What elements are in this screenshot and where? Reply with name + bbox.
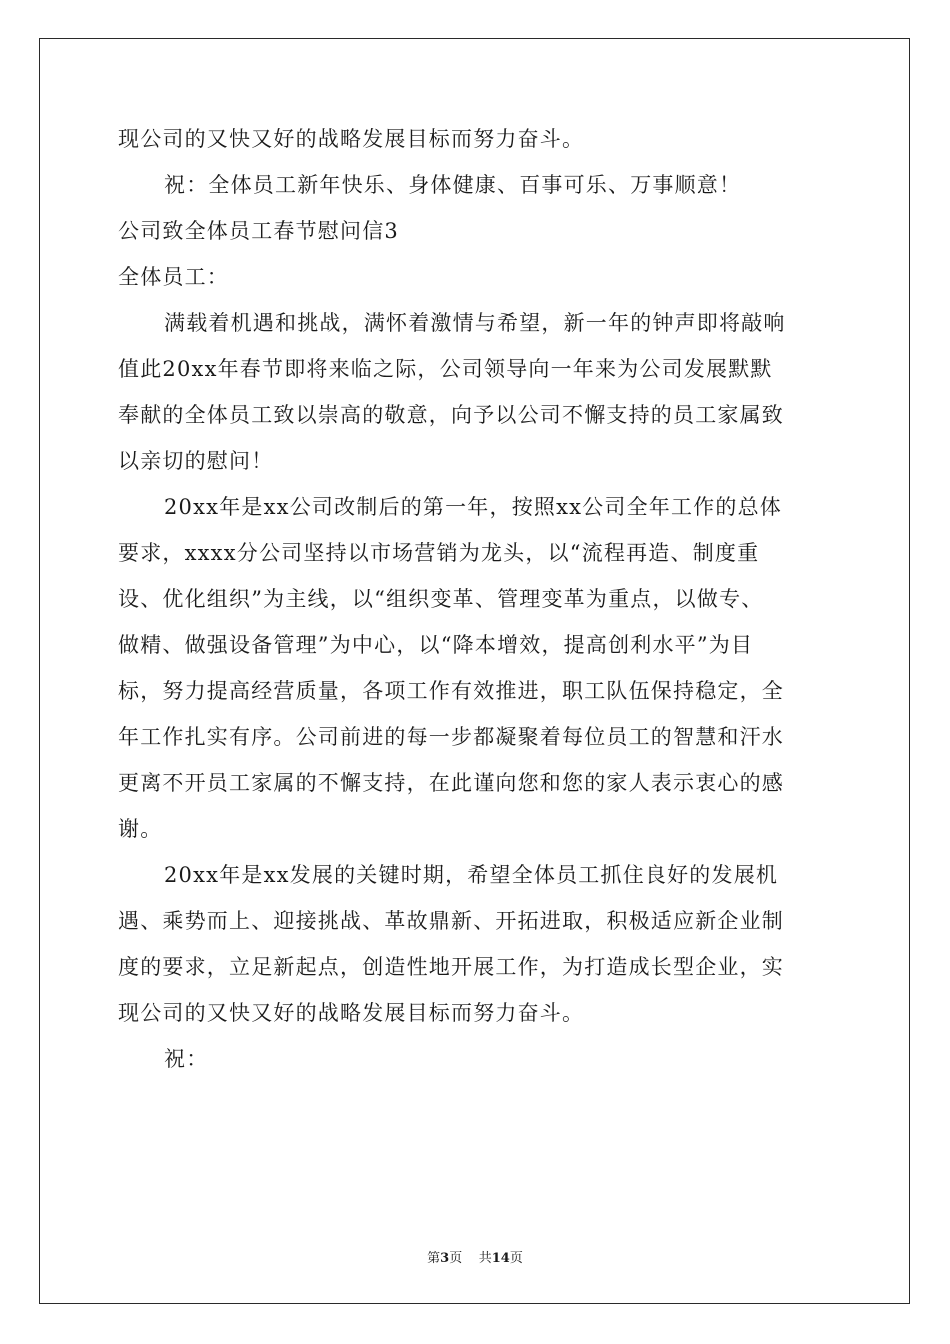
total-pages: 14: [491, 1251, 510, 1266]
page-prefix: 第: [427, 1251, 441, 1266]
letter-title: 公司致全体员工春节慰问信3: [118, 219, 399, 243]
text-line: 现公司的又快又好的战略发展目标而努力奋斗。: [118, 127, 585, 151]
total-suffix: 页: [509, 1251, 523, 1266]
total-prefix: 共: [478, 1251, 492, 1266]
closing-wish: 祝：全体员工新年快乐、身体健康、百事可乐、万事顺意！: [164, 173, 742, 197]
text-line: 更离不开员工家属的不懈支持，在此谨向您和您的家人表示衷心的感: [118, 771, 784, 795]
text-line: 20xx年是xx公司改制后的第一年，按照xx公司全年工作的总体: [164, 495, 782, 519]
text-line: 度的要求，立足新起点，创造性地开展工作，为打造成长型企业，实: [118, 955, 784, 979]
text-line: 奉献的全体员工致以崇高的敬意，向予以公司不懈支持的员工家属致: [118, 403, 784, 427]
text-line: 要求，xxxx分公司坚持以市场营销为龙头，以“流程再造、制度重: [118, 541, 760, 565]
text-line: 标，努力提高经营质量，各项工作有效推进，职工队伍保持稳定，全: [118, 679, 784, 703]
text-line: 谢。: [118, 817, 163, 841]
text-line: 遇、乘势而上、迎接挑战、革故鼎新、开拓进取，积极适应新企业制: [118, 909, 784, 933]
text-line: 以亲切的慰问！: [118, 449, 274, 473]
page-suffix: 页: [449, 1251, 463, 1266]
text-line: 20xx年是xx发展的关键时期，希望全体员工抓住良好的发展机: [164, 863, 779, 887]
text-line: 值此20xx年春节即将来临之际，公司领导向一年来为公司发展默默: [118, 357, 773, 381]
page-footer: [0, 1247, 950, 1266]
salutation: 全体员工：: [118, 265, 229, 289]
text-line: 设、优化组织”为主线，以“组织变革、管理变革为重点，以做专、: [118, 587, 764, 611]
text-line: 现公司的又快又好的战略发展目标而努力奋斗。: [118, 1001, 585, 1025]
closing-wish: 祝：: [164, 1047, 209, 1071]
page-number: 3: [440, 1251, 450, 1266]
text-line: 年工作扎实有序。公司前进的每一步都凝聚着每位员工的智慧和汗水: [118, 725, 784, 749]
text-line: 满载着机遇和挑战，满怀着激情与希望，新一年的钟声即将敲响: [164, 311, 786, 335]
text-line: 做精、做强设备管理”为中心，以“降本增效，提高创利水平”为目: [118, 633, 754, 657]
